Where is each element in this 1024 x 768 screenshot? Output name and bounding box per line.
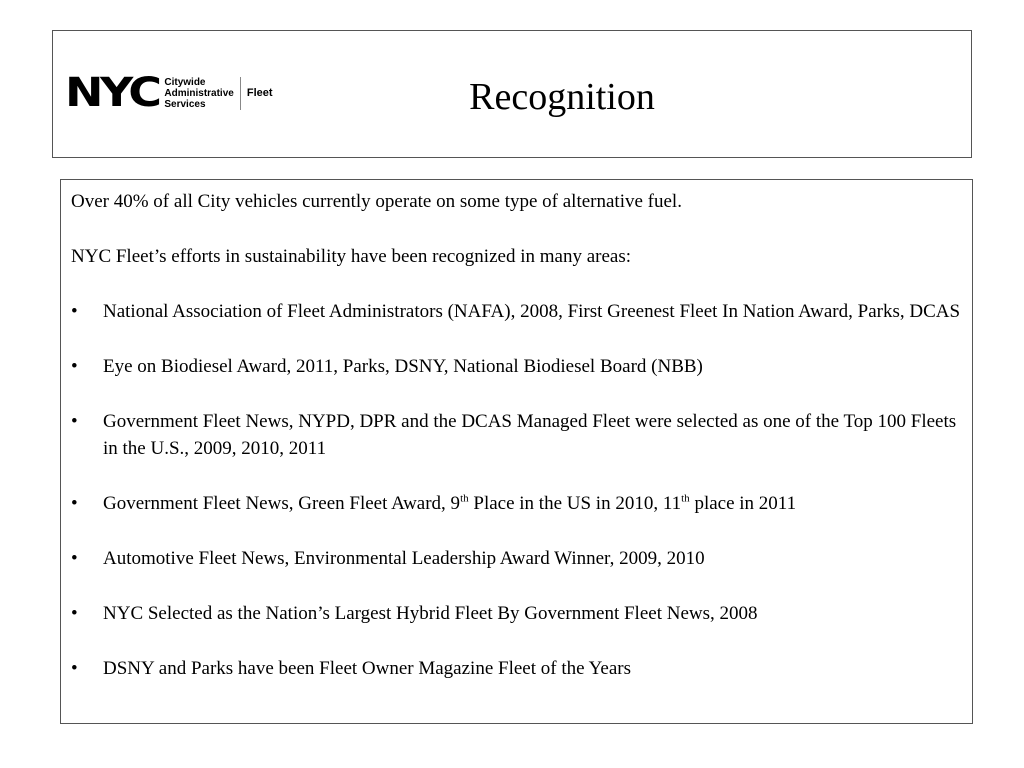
text-part: place in 2011 — [689, 493, 797, 514]
list-item — [71, 545, 962, 572]
logo-division: Fleet — [246, 87, 273, 99]
text-part: Government Fleet News, Green Fleet Award, 9 — [103, 493, 461, 514]
list-item — [71, 353, 962, 380]
bullet-icon: • — [71, 603, 78, 624]
slide-header — [52, 30, 972, 158]
list-item — [71, 490, 962, 517]
bullet-icon: • — [71, 356, 78, 377]
bullet-icon: • — [71, 493, 78, 514]
logo-line: Administrative — [164, 87, 234, 99]
bullet-icon: • — [71, 548, 78, 569]
list-item-text — [103, 490, 796, 517]
list-item-text: DSNY and Parks have been Fleet Owner Magazine Fleet of the Years — [103, 658, 631, 679]
list-item — [71, 408, 962, 462]
list-item — [71, 655, 962, 682]
bullet-icon: • — [71, 658, 78, 679]
list-item — [71, 298, 962, 325]
superscript: th — [681, 492, 690, 505]
list-item-text: Automotive Fleet News, Environmental Leadership Award Winner, 2009, 2010 — [103, 548, 705, 569]
list-item-text: Government Fleet News, NYPD, DPR and the DCAS Managed Fleet were selected as one of the Top 100 Fleets in the U.S., 2009, 2010, 2011 — [103, 411, 957, 459]
text-part: Place in the US in 2010, 11 — [468, 493, 682, 514]
logo-nyc: NYC — [65, 70, 159, 116]
list-item-text: Eye on Biodiesel Award, 2011, Parks, DSNY, National Biodiesel Board (NBB) — [103, 356, 703, 377]
superscript: th — [460, 492, 469, 505]
lead-text: NYC Fleet’s efforts in sustainability have been recognized in many areas: — [71, 246, 631, 267]
logo-line: Citywide — [164, 76, 206, 88]
bullet-icon: • — [71, 411, 78, 432]
slide-body — [60, 179, 973, 724]
list-item — [71, 600, 962, 627]
page-title: Recognition — [469, 76, 655, 118]
logo-line: Services — [164, 98, 206, 110]
list-item-text: NYC Selected as the Nation’s Largest Hybrid Fleet By Government Fleet News, 2008 — [103, 603, 758, 624]
list-item-text: National Association of Fleet Administrators (NAFA), 2008, First Greenest Fleet In Nation Award, Parks, DCAS — [103, 301, 961, 322]
bullet-icon: • — [71, 301, 78, 322]
intro-text: Over 40% of all City vehicles currently operate on some type of alternative fuel. — [71, 191, 682, 212]
